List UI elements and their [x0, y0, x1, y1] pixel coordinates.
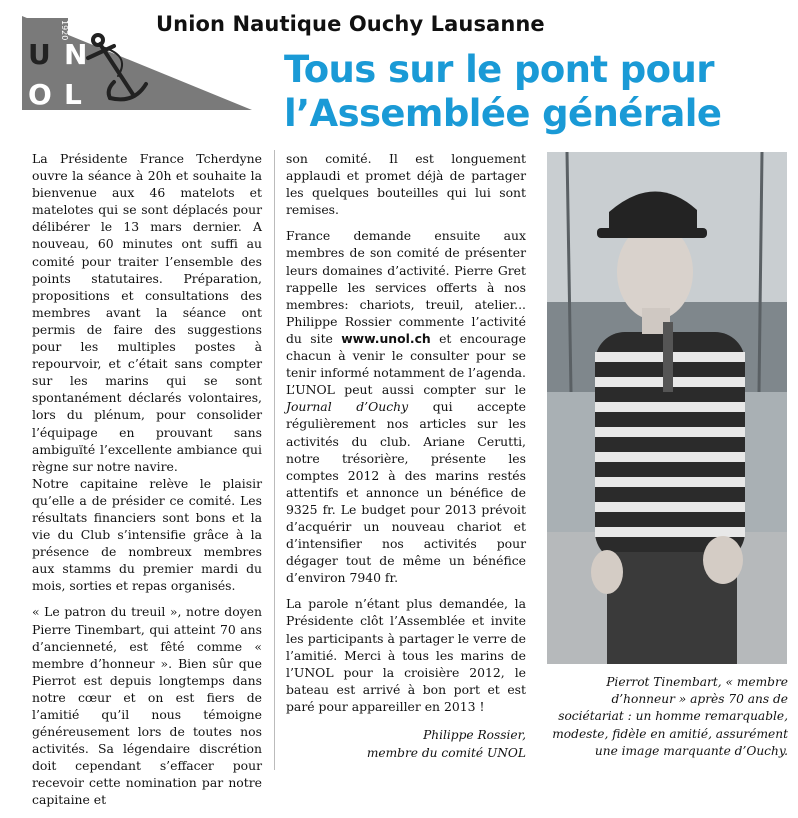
article-paragraph: Notre capitaine relève le plaisir qu’elle a de présider ce comité. Les résultats financiers sont bons et la vie du Club s’intensifie grâce à la présence de nombreux membres aux stamms du premier mardi du mois, sorties et repas organisés.: [32, 475, 262, 594]
logo-letter-n: N: [64, 38, 88, 71]
headline-line-2: l’Assemblée générale: [284, 92, 722, 135]
article-paragraph: La Présidente France Tcherdyne ouvre la séance à 20h et souhaite la bienvenue aux 46 matelots et matelotes qui se sont déplacés pour délibérer le 13 mars dernier. A nouveau, 60 minutes ont suffi au comité pour traiter l’ensemble des points statutaires. Préparation, propositions et consultations des membres avant la séance ont permis de faire des suggestions pour les multiples postes à repourvoir, et c’était sans compter sur les marins qui se sont spontanément déclarés volontaires, lors du plénum, pour consolider l’équipage en prouvant sans ambiguïté l’excellente ambiance qui règne sur notre navire.: [32, 151, 262, 474]
logo-letter-o: O: [28, 78, 52, 110]
club-name: Union Nautique Ouchy Lausanne: [156, 12, 545, 36]
headline-line-1: Tous sur le pont pour: [284, 48, 714, 91]
headline: [284, 48, 721, 136]
paragraph-text: France demande ensuite aux membres de son comité de présenter leurs domaines d’activité. Pierre Gret rappelle les services offerts à nos membres: chariots, treuil, atelier... Philippe Rossier commente l’activité du site: [286, 228, 526, 346]
logo-year: 1920: [60, 20, 69, 41]
paragraph-text: qui accepte régulièrement nos articles sur les activités du club. Ariane Cerutti, notre trésorière, présente les comptes 2012 à des marins restés attentifs et annonce un bénéfice de 9325 fr. Le budget pour 2013 prévoit d’acquérir un nouveau chariot et d’intensifier nos activités pour dégager tout de même un bénéfice d’environ 7940 fr.: [286, 399, 526, 586]
article-paragraph: [286, 227, 526, 586]
journal-name: Journal d’Ouchy: [286, 399, 409, 415]
logo-letter-l: L: [64, 78, 82, 110]
photo-caption: Pierrot Tinembart, « membre d’honneur » après 70 ans de sociétariat : un homme remarquable, modeste, fidèle en amitié, assurément une image marquante d’Ouchy.: [552, 675, 788, 758]
paragraph-text: et encourage chacun à venir le consulter pour se tenir informé notamment de l’agenda. L’UNOL peut aussi compter sur le: [286, 330, 526, 398]
signature-name: Philippe Rossier,: [423, 728, 526, 742]
article-column-2: [286, 150, 526, 724]
signature: [300, 726, 526, 762]
logo-letter-u: U: [28, 38, 51, 71]
photo-illustration: [547, 152, 787, 664]
article-column-1: [32, 150, 262, 818]
article-paragraph: son comité. Il est longuement applaudi et promet déjà de partager les quelques bouteilles qui lui sont remises.: [286, 151, 526, 218]
photo-pierrot-tinembart: [547, 152, 787, 664]
column-divider: [274, 150, 275, 770]
signature-role: membre du comité UNOL: [366, 746, 526, 760]
article-paragraph: « Le patron du treuil », notre doyen Pierre Tinembart, qui atteint 70 ans d’ancienneté, est fêté comme « membre d’honneur ». Bien sûr que Pierrot est depuis longtemps dans notre cœur et on est fiers de l’amitié qu’il nous témoigne généreusement lors de toutes nos activités. Sa légendaire discrétion doit cependant s’effacer pour recevoir cette nomination par notre capitaine et: [32, 604, 262, 808]
website-link[interactable]: www.unol.ch: [341, 330, 431, 346]
article-paragraph: La parole n’étant plus demandée, la Présidente clôt l’Assemblée et invite les participants à partager le verre de l’amitié. Merci à tous les marins de l’UNOL pour la croisière 2012, le bateau est arrivé à bon port et est paré pour appareiller en 2013 !: [286, 596, 526, 714]
